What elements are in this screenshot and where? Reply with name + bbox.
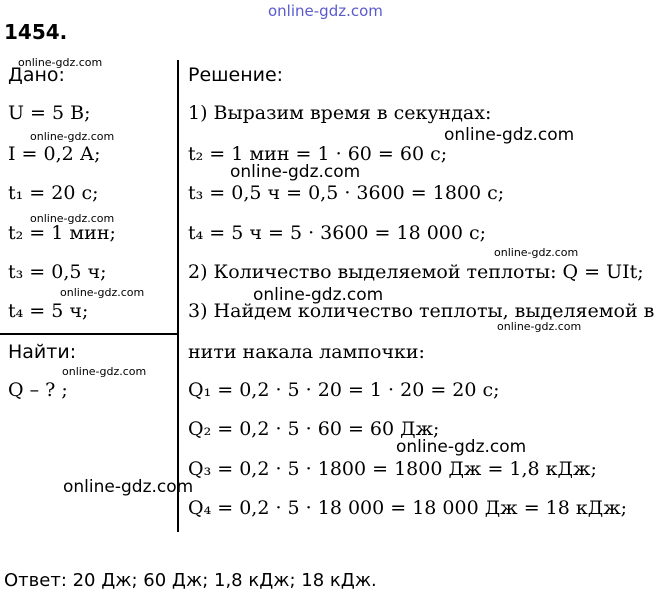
given-header: Дано: [8, 64, 65, 86]
solution-line-11: Q₄ = 0,2 · 5 · 18 000 = 18 000 Дж = 18 кДж; [188, 497, 628, 519]
watermark: online-gdz.com [497, 320, 582, 333]
solution-header: Решение: [188, 64, 284, 86]
given-line-current: I = 0,2 А; [8, 143, 101, 165]
solution-line-9: Q₂ = 0,2 · 5 · 60 = 60 Дж; [188, 418, 440, 440]
vertical-divider [177, 60, 179, 532]
watermark: online-gdz.com [230, 162, 361, 182]
solution-line-7: нити накала лампочки: [188, 341, 425, 363]
solution-line-2: t₂ = 1 мин = 1 · 60 = 60 с; [188, 143, 448, 165]
given-line-t1: t₁ = 20 с; [8, 182, 99, 204]
watermark: online-gdz.com [253, 285, 384, 305]
given-line-voltage: U = 5 В; [8, 102, 91, 124]
watermark: online-gdz.com [18, 56, 103, 69]
watermark: online-gdz.com [30, 130, 115, 143]
watermark: online-gdz.com [30, 212, 115, 225]
given-line-t2: t₂ = 1 мин; [8, 222, 116, 244]
solution-line-6: 3) Найдем количество теплоты, выделяемой в [188, 300, 655, 322]
solution-line-4: t₄ = 5 ч = 5 · 3600 = 18 000 с; [188, 222, 487, 244]
watermark: online-gdz.com [494, 246, 579, 259]
watermark: online-gdz.com [62, 365, 147, 378]
problem-number: 1454. [4, 20, 68, 44]
watermark-top: online-gdz.com [268, 2, 383, 20]
watermark: online-gdz.com [63, 477, 194, 497]
solution-line-10: Q₃ = 0,2 · 5 · 1800 = 1800 Дж = 1,8 кДж; [188, 458, 597, 480]
watermark: online-gdz.com [396, 437, 527, 457]
horizontal-divider [0, 333, 178, 335]
given-line-t3: t₃ = 0,5 ч; [8, 261, 107, 283]
find-line: Q – ? ; [8, 379, 68, 401]
solution-line-5: 2) Количество выделяемой теплоты: Q = UIt; [188, 261, 644, 283]
given-line-t4: t₄ = 5 ч; [8, 300, 89, 322]
watermark: online-gdz.com [60, 286, 145, 299]
solution-line-3: t₃ = 0,5 ч = 0,5 · 3600 = 1800 с; [188, 182, 505, 204]
find-header: Найти: [8, 341, 77, 363]
watermark: online-gdz.com [444, 125, 575, 145]
answer-line: Ответ: 20 Дж; 60 Дж; 1,8 кДж; 18 кДж. [4, 570, 377, 591]
solution-line-8: Q₁ = 0,2 · 5 · 20 = 1 · 20 = 20 с; [188, 379, 500, 401]
solution-line-1: 1) Выразим время в секундах: [188, 102, 492, 124]
